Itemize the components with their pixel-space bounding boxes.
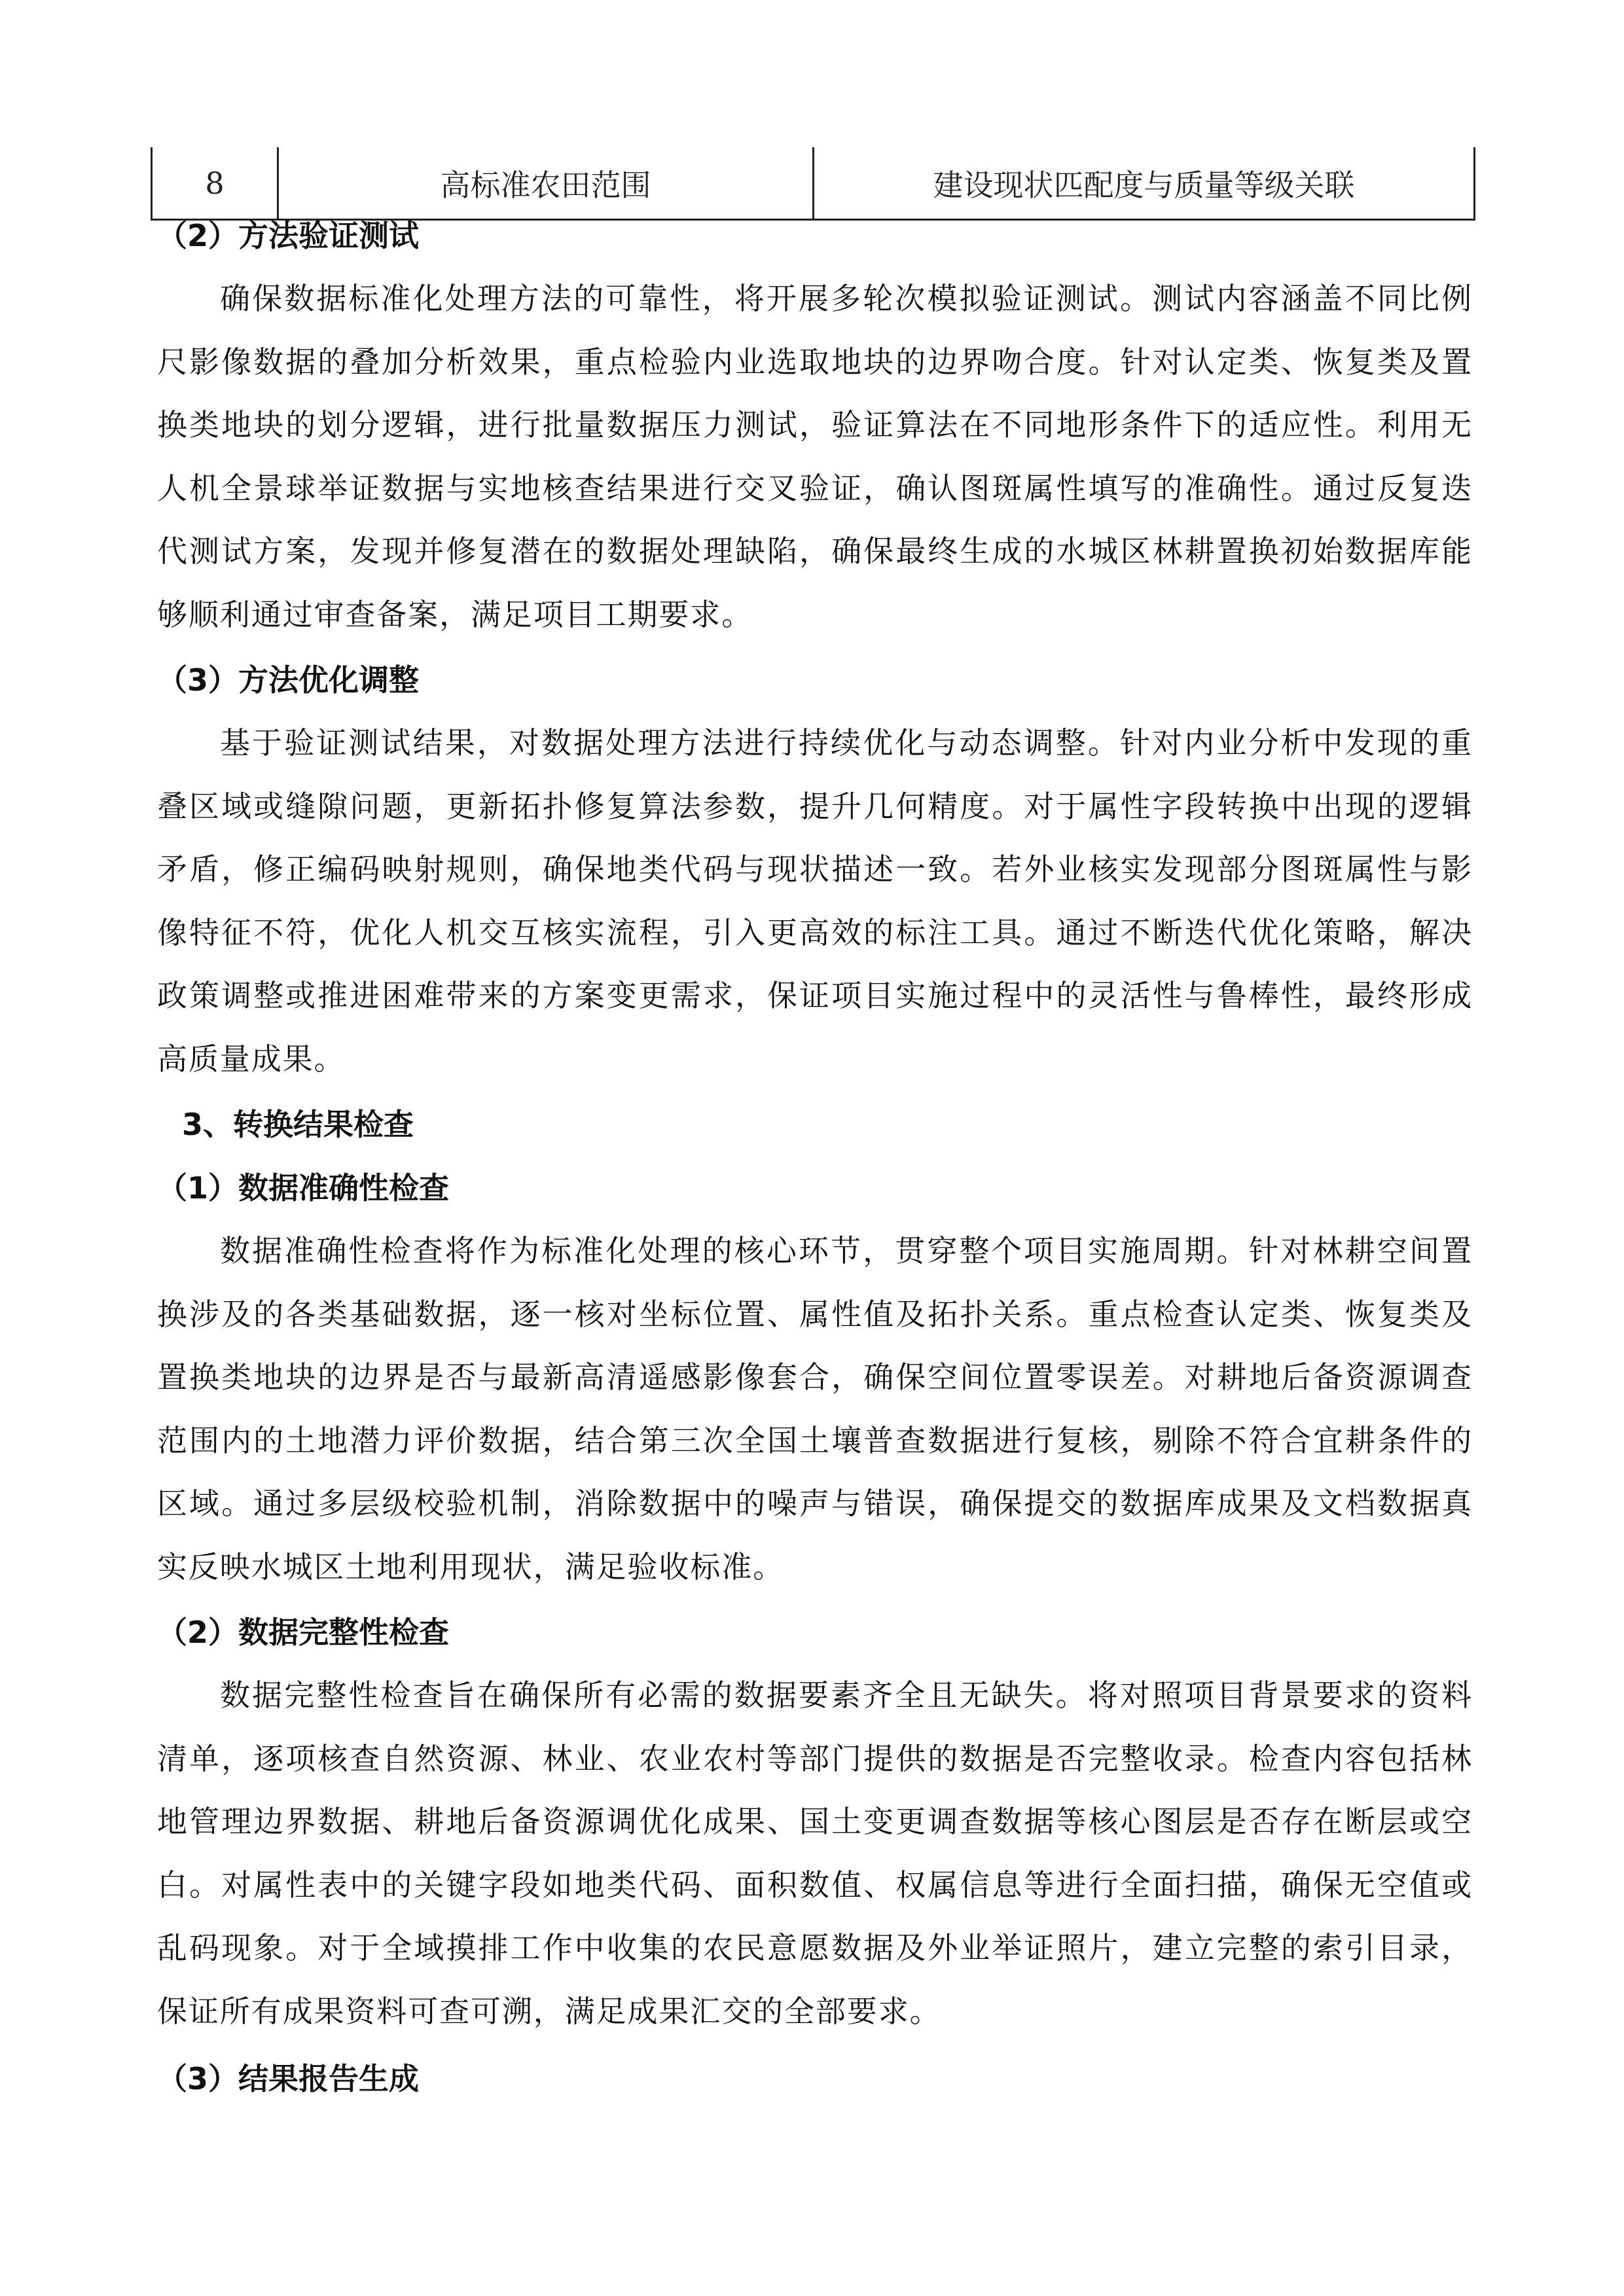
heading-report-generation: （3）结果报告生成 bbox=[157, 2061, 420, 2096]
paragraph-completeness-check: 数据完整性检查旨在确保所有必需的数据要素齐全且无缺失。将对照项目背景要求的资料清单，逐项核查自然资源、林业、农业农村等部门提供的数据是否完整收录。检查内容包括林地管理边界数据、耕地后备资源调优化成果、国土变更调查数据等核心图层是否存在断层或空白。对属性表中的关键字段如地类代码、面积数值、权属信息等进行全面扫描，确保无空值或乱码现象。对于全域摸排工作中收集的农民意愿数据及外业举证照片，建立完整的索引目录，保证所有成果资料可查可溯，满足成果汇交的全部要求。 bbox=[157, 1677, 1473, 2029]
heading-method-validation: （2）方法验证测试 bbox=[157, 218, 420, 253]
paragraph-accuracy-check: 数据准确性检查将作为标准化处理的核心环节，贯穿整个项目实施周期。针对林耕空间置换涉及的各类基础数据，逐一核对坐标位置、属性值及拓扑关系。重点检查认定类、恢复类及置换类地块的边界是否与最新高清遥感影像套合，确保空间位置零误差。对耕地后备资源调查范围内的土地潜力评价数据，结合第三次全国土壤普查数据进行复核，剔除不符合宜耕条件的区域。通过多层级校验机制，消除数据中的噪声与错误，确保提交的数据库成果及文档数据真实反映水城区土地利用现状，满足验收标准。 bbox=[157, 1233, 1473, 1585]
heading-accuracy-check: （1）数据准确性检查 bbox=[157, 1170, 450, 1206]
table-cell-description: 建设现状匹配度与质量等级关联 bbox=[814, 147, 1475, 220]
heading-method-optimization: （3）方法优化调整 bbox=[157, 662, 420, 698]
paragraph-method-optimization: 基于验证测试结果，对数据处理方法进行持续优化与动态调整。针对内业分析中发现的重叠区域或缝隙问题，更新拓扑修复算法参数，提升几何精度。对于属性字段转换中出现的逻辑矛盾，修正编码映射规则，确保地类代码与现状描述一致。若外业核实发现部分图斑属性与影像特征不符，优化人机交互核实流程，引入更高效的标注工具。通过不断迭代优化策略，解决政策调整或推进困难带来的方案变更需求，保证项目实施过程中的灵活性与鲁棒性，最终形成高质量成果。 bbox=[157, 725, 1473, 1077]
paragraph-method-validation: 确保数据标准化处理方法的可靠性，将开展多轮次模拟验证测试。测试内容涵盖不同比例尺影像数据的叠加分析效果，重点检验内业选取地块的边界吻合度。针对认定类、恢复类及置换类地块的划分逻辑，进行批量数据压力测试，验证算法在不同地形条件下的适应性。利用无人机全景球举证数据与实地核查结果进行交叉验证，确认图斑属性填写的准确性。通过反复迭代测试方案，发现并修复潜在的数据处理缺陷，确保最终生成的水城区林耕置换初始数据库能够顺利通过审查备案，满足项目工期要求。 bbox=[157, 281, 1473, 632]
table-row bbox=[152, 147, 1475, 220]
table-cell-name: 高标准农田范围 bbox=[278, 147, 814, 220]
heading-result-check: 3、转换结果检查 bbox=[182, 1107, 414, 1142]
heading-completeness-check: （2）数据完整性检查 bbox=[157, 1615, 450, 1650]
table-cell-number: 8 bbox=[152, 147, 278, 220]
table-fragment bbox=[151, 147, 1475, 221]
